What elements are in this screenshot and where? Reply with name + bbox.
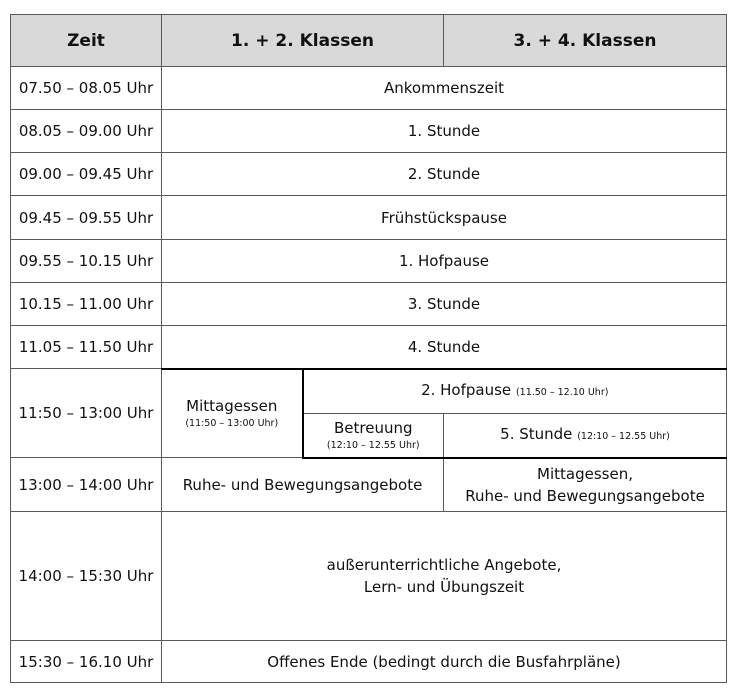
- timetable: [10, 14, 727, 683]
- midday-row: [11, 369, 727, 414]
- betreuung-label: Betreuung: [334, 419, 413, 438]
- header-grades-3-4: 3. + 4. Klassen: [444, 15, 727, 67]
- afternoon-row: [11, 458, 727, 512]
- activity-line: Lern- und Übungszeit: [363, 578, 525, 596]
- hofpause-label: 2. Hofpause: [421, 380, 512, 399]
- time-cell: 08.05 – 09.00 Uhr: [11, 110, 162, 153]
- activity-line: Mittagessen,: [537, 464, 633, 483]
- header-row: [11, 15, 727, 67]
- extracurricular-row: [11, 512, 727, 641]
- activity-cell: 1. Hofpause: [162, 240, 727, 283]
- activity-cell-3-4: [444, 458, 727, 512]
- activity-cell: [162, 512, 727, 641]
- activity-cell-1-2: Ruhe- und Bewegungsangebote: [162, 458, 444, 512]
- table-row: [11, 67, 727, 110]
- time-cell: 11.05 – 11.50 Uhr: [11, 326, 162, 369]
- time-cell: 07.50 – 08.05 Uhr: [11, 67, 162, 110]
- table-row: [11, 196, 727, 240]
- table-row: [11, 153, 727, 196]
- lunch-label: Mittagessen: [186, 397, 278, 416]
- lunch-cell: [162, 369, 303, 458]
- end-row: [11, 641, 727, 683]
- activity-cell: Frühstückspause: [162, 196, 727, 240]
- time-cell: 09.55 – 10.15 Uhr: [11, 240, 162, 283]
- table-row: [11, 283, 727, 326]
- hofpause-cell: [303, 369, 727, 414]
- activity-cell: Offenes Ende (bedingt durch die Busfahrpläne): [162, 641, 727, 683]
- betreuung-cell: [303, 414, 444, 458]
- activity-cell: 3. Stunde: [162, 283, 727, 326]
- stunde5-time: (12:10 – 12.55 Uhr): [577, 430, 670, 442]
- header-time: Zeit: [11, 15, 162, 67]
- activity-cell: 4. Stunde: [162, 326, 727, 369]
- time-cell: 09.00 – 09.45 Uhr: [11, 153, 162, 196]
- activity-cell: 2. Stunde: [162, 153, 727, 196]
- activity-line: Ruhe- und Bewegungsangebote: [465, 486, 705, 505]
- activity-cell: 1. Stunde: [162, 110, 727, 153]
- table-row: [11, 326, 727, 369]
- time-cell: 15:30 – 16.10 Uhr: [11, 641, 162, 683]
- lunch-time: (11:50 – 13:00 Uhr): [185, 418, 279, 430]
- stunde5-label: 5. Stunde: [500, 424, 573, 443]
- time-cell: 10.15 – 11.00 Uhr: [11, 283, 162, 326]
- activity-cell: Ankommenszeit: [162, 67, 727, 110]
- betreuung-time: (12:10 – 12.55 Uhr): [326, 440, 420, 452]
- header-grades-1-2: 1. + 2. Klassen: [162, 15, 444, 67]
- activity-line: außerunterrichtliche Angebote,: [326, 556, 562, 574]
- table-row: [11, 110, 727, 153]
- stunde5-cell: [444, 414, 727, 458]
- time-cell: 13:00 – 14:00 Uhr: [11, 458, 162, 512]
- time-cell: 14:00 – 15:30 Uhr: [11, 512, 162, 641]
- table-row: [11, 240, 727, 283]
- time-cell: 11:50 – 13:00 Uhr: [11, 369, 162, 458]
- hofpause-time: (11.50 – 12.10 Uhr): [515, 386, 609, 398]
- time-cell: 09.45 – 09.55 Uhr: [11, 196, 162, 240]
